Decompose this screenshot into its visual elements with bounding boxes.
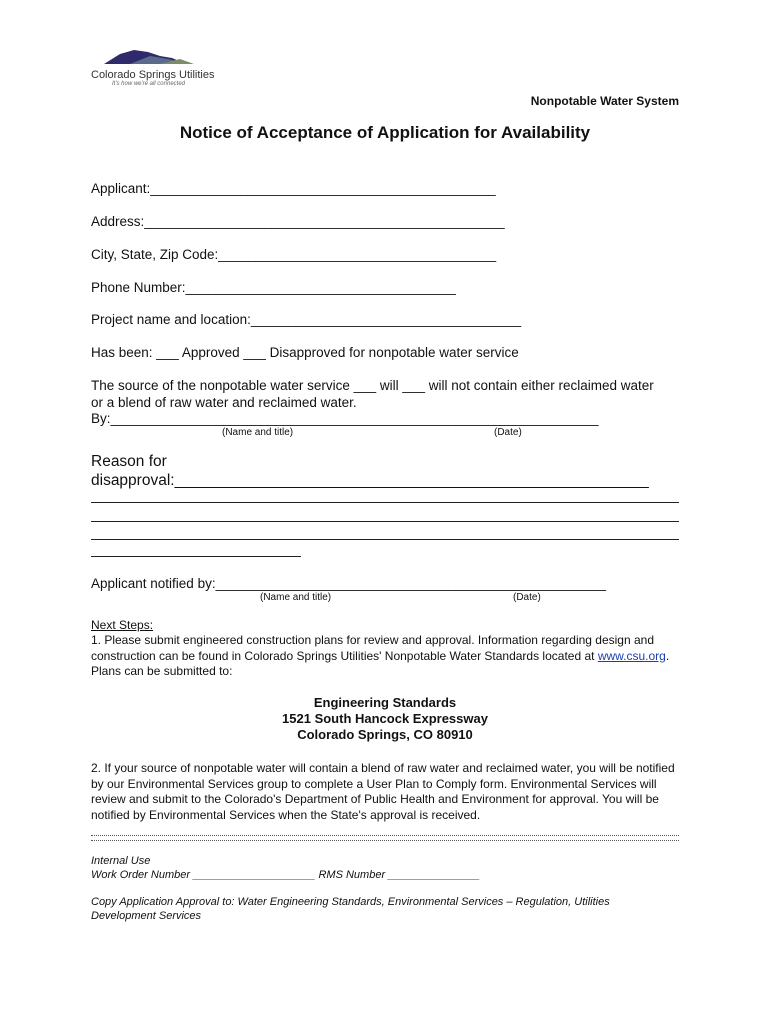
logo-tagline: It's how we're all connected (112, 81, 185, 87)
name-title-caption: (Name and title) (222, 427, 294, 438)
phone-field[interactable]: Phone Number:____________________________________ (91, 280, 456, 295)
step-1 (91, 633, 681, 680)
work-order-field[interactable]: Work Order Number ____________________ RMS Number _______________ (91, 869, 480, 881)
name-title-caption: (Name and title) (260, 592, 332, 603)
step-1-tail: . Plans can be submitted to: (91, 648, 670, 678)
reason-disapproval-field[interactable]: disapproval:_______________________________________________________ (91, 472, 649, 489)
address-line-1: Engineering Standards (313, 695, 457, 710)
source-statement-line2: or a blend of raw water and reclaimed water. (91, 395, 357, 410)
step-2: 2. If your source of nonpotable water will contain a blend of raw water and reclaimed water, you will be notified by our Environmental Services group to complete a User Plan to Comply form. Environmental Services will review and submit to the Colorado's Department of Public Health and Environment for approval. You will be notified by Environmental Services when the State's approval is received. (91, 761, 675, 822)
page-title: Notice of Acceptance of Application for Availability (179, 123, 591, 142)
project-field[interactable]: Project name and location:____________________________________ (91, 312, 522, 327)
reason-line[interactable] (91, 556, 301, 557)
reason-line[interactable] (91, 521, 679, 522)
csu-link[interactable]: www.csu.org (597, 648, 666, 663)
logo-text: Colorado Springs Utilities (91, 69, 215, 81)
reason-line[interactable] (91, 502, 679, 503)
signature-by-field[interactable]: By:_________________________________________________________________ (91, 411, 599, 426)
applicant-notified-field[interactable]: Applicant notified by:____________________________________________________ (91, 576, 606, 591)
separator (91, 835, 679, 841)
reason-label: Reason for (91, 453, 167, 470)
address-field[interactable]: Address:________________________________________________ (91, 214, 505, 229)
copy-approval-line1: Copy Application Approval to: Water Engineering Standards, Environmental Services – Regulation, Utilities (91, 896, 610, 908)
copy-approval-line2: Development Services (91, 910, 202, 922)
approval-status-line[interactable]: Has been: ___ Approved ___ Disapproved for nonpotable water service (91, 345, 519, 360)
source-statement-line1: The source of the nonpotable water service ___ will ___ will not contain either reclaimed water (91, 378, 654, 393)
applicant-field[interactable]: Applicant:______________________________________________ (91, 181, 496, 196)
internal-use-heading: Internal Use (91, 855, 151, 867)
city-state-zip-field[interactable]: City, State, Zip Code:_____________________________________ (91, 247, 497, 262)
date-caption: (Date) (494, 427, 522, 438)
date-caption: (Date) (513, 592, 541, 603)
reason-line[interactable] (91, 539, 679, 540)
step-1-text: 1. Please submit engineered construction plans for review and approval. Information regarding design and construction can be found in Colorado Springs Utilities' Nonpotable Water Standards located at (91, 633, 655, 663)
address-line-2: 1521 South Hancock Expressway (282, 711, 488, 726)
system-label: Nonpotable Water System (530, 94, 679, 108)
next-steps-heading: Next Steps: (91, 618, 154, 632)
address-line-3: Colorado Springs, CO 80910 (297, 727, 473, 742)
